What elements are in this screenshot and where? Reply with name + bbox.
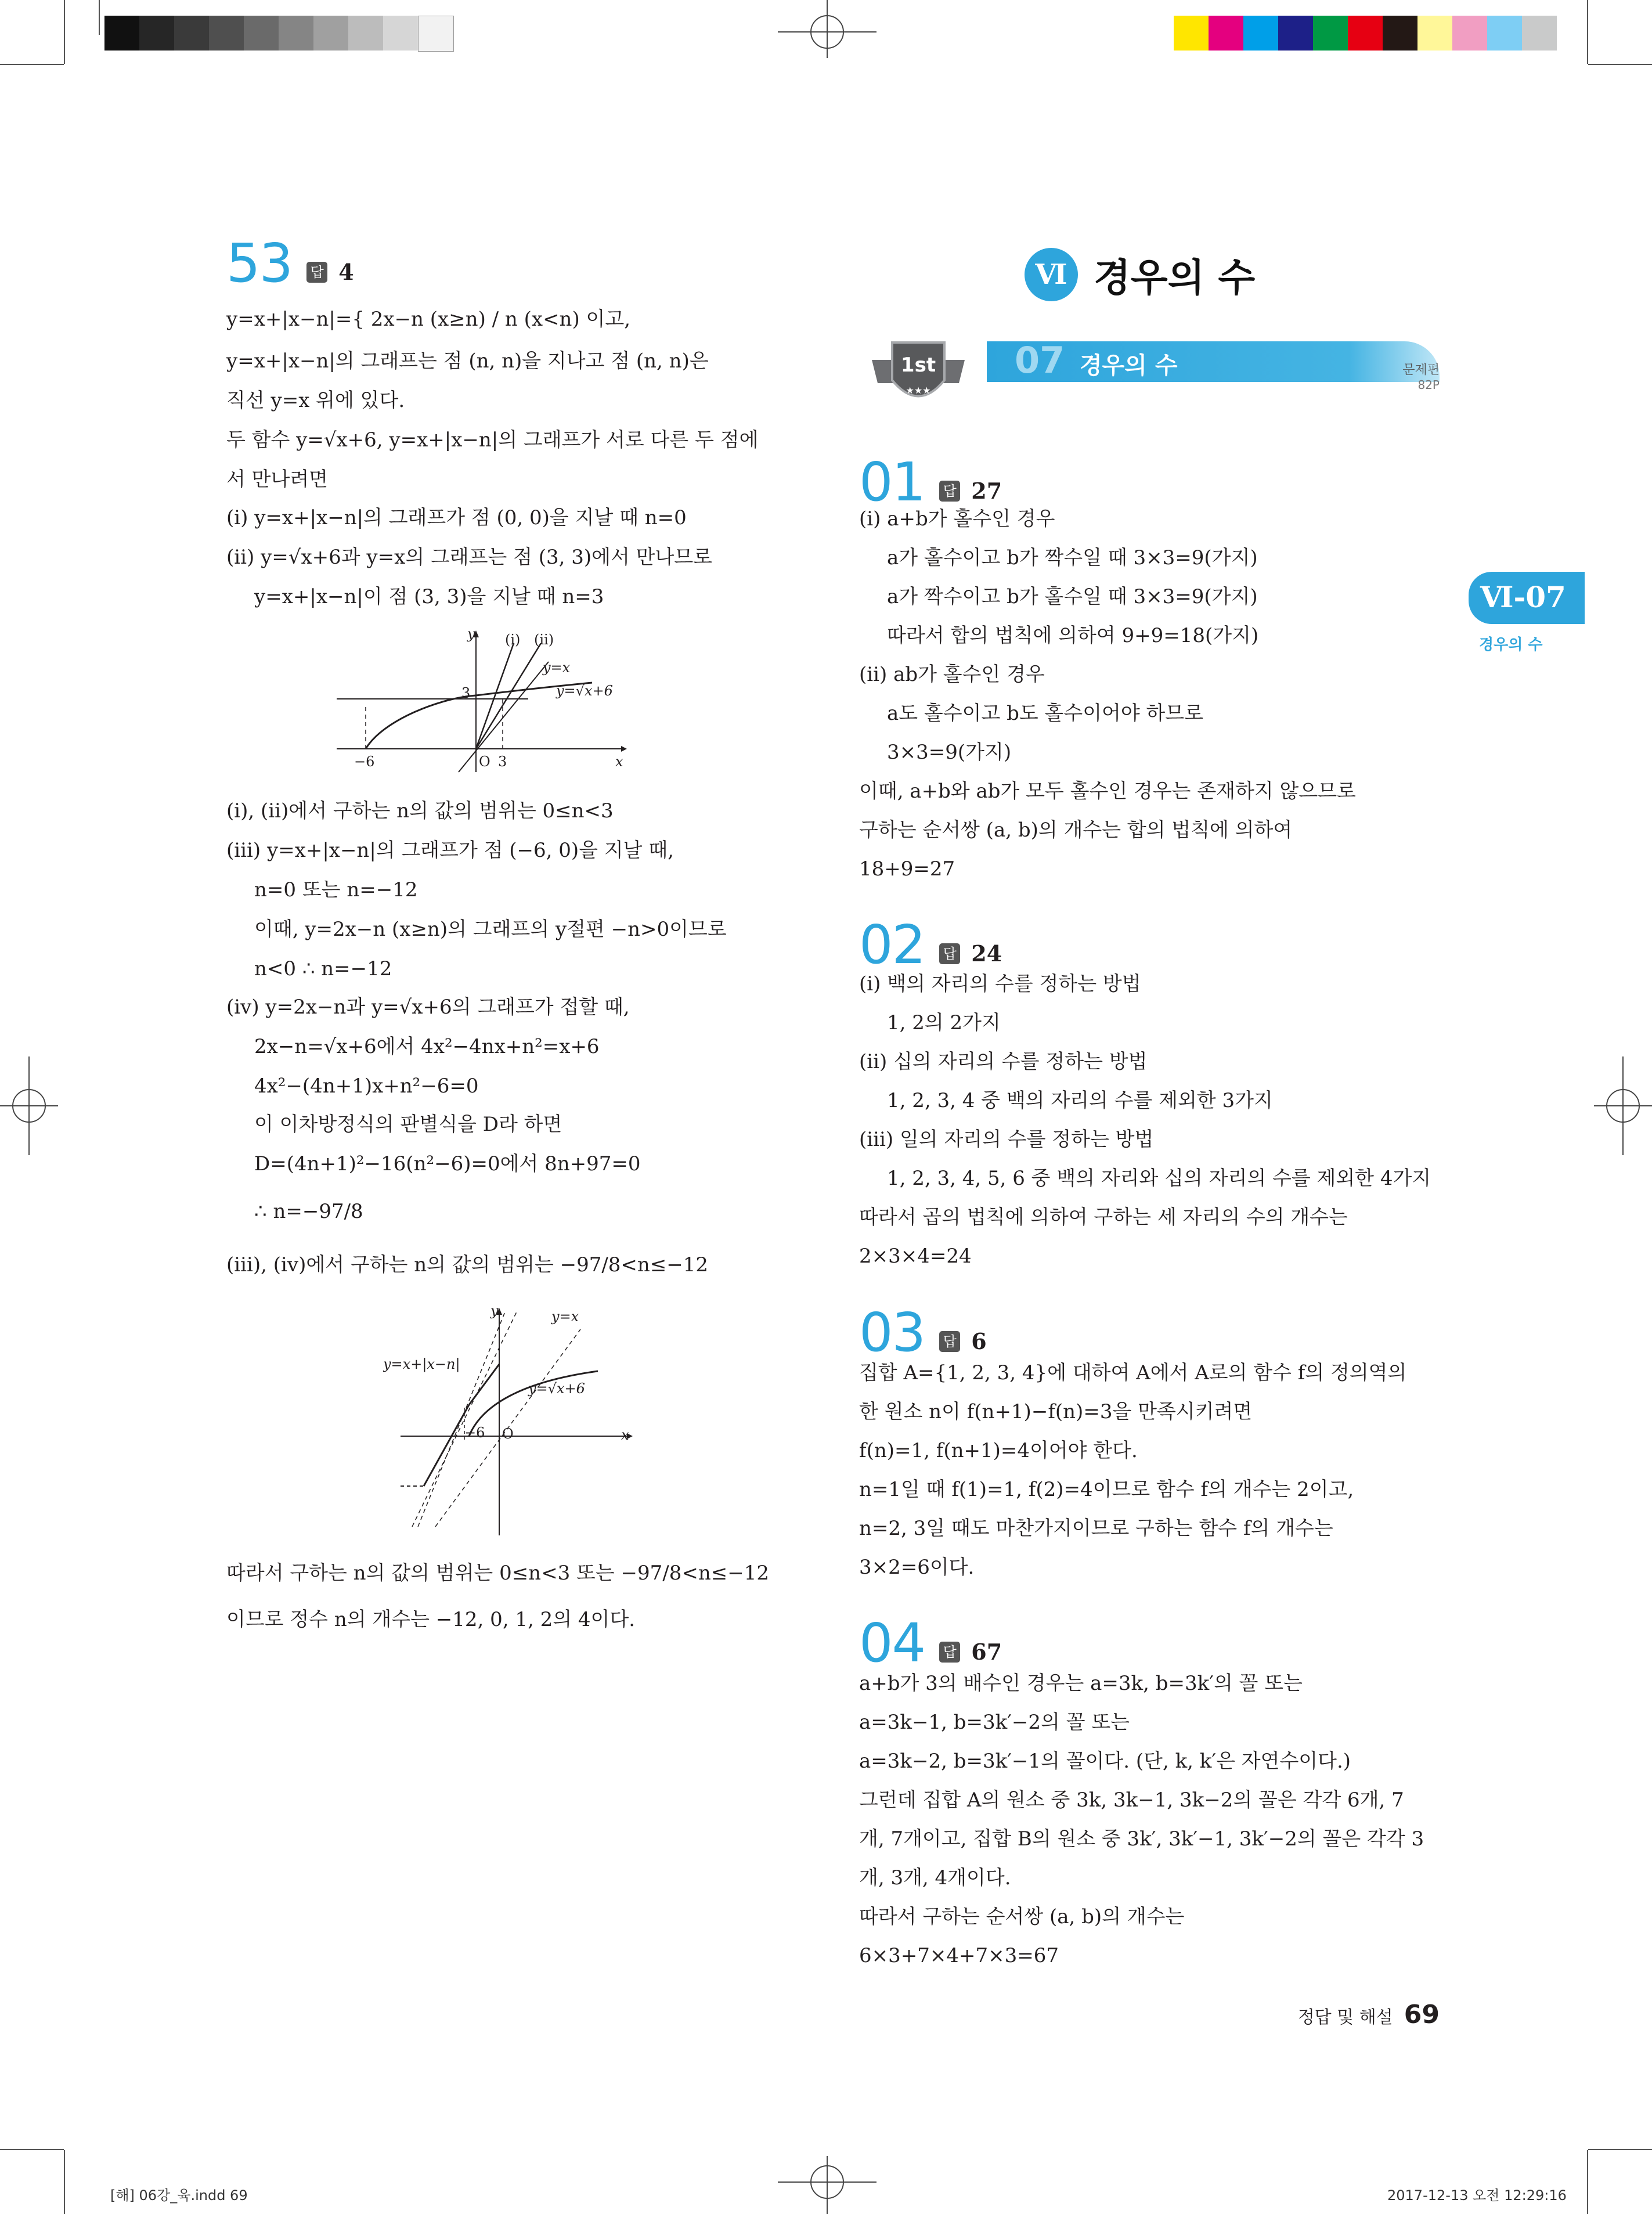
solution-line: a+b가 3의 배수인 경우는 a=3k, b=3k′의 꼴 또는 — [859, 1672, 1303, 1695]
color-swatch — [1417, 16, 1452, 51]
solution-line: 그런데 집합 A의 원소 중 3k, 3k−1, 3k−2의 꼴은 각각 6개, 7 — [859, 1788, 1404, 1812]
answer-label: 답 — [306, 262, 327, 283]
tick-3-x: 3 — [498, 753, 507, 770]
graph-1 — [337, 627, 627, 778]
solution-line: (ⅲ), (ⅳ)에서 구하는 n의 값의 범위는 −97/8<n≤−12 — [226, 1253, 709, 1277]
solution-line: (ⅱ) ab가 홀수인 경우 — [859, 663, 1045, 686]
color-swatch — [1487, 16, 1522, 51]
solution-line: 2×3×4=24 — [859, 1245, 972, 1268]
color-swatch — [1383, 16, 1417, 51]
solution-line: n=2, 3일 때도 마찬가지이므로 구하는 함수 f의 개수는 — [859, 1517, 1333, 1540]
gray-swatch — [279, 16, 313, 51]
solution-line: 직선 y=x 위에 있다. — [226, 389, 405, 412]
solution-line: D=(4n+1)²−16(n²−6)=0에서 8n+97=0 — [254, 1152, 641, 1175]
solution-line: 따라서 곱의 법칙에 의하여 구하는 세 자리의 수의 개수는 — [859, 1206, 1348, 1229]
axis-label-y: y — [490, 1306, 499, 1319]
registration-mark-bottom — [778, 2156, 877, 2214]
solution-line: 이때, a+b와 ab가 모두 홀수인 경우는 존재하지 않으므로 — [859, 780, 1356, 803]
solution-line: 이므로 정수 n의 개수는 −12, 0, 1, 2의 4이다. — [226, 1608, 635, 1631]
solution-line: a가 짝수이고 b가 홀수일 때 3×3=9(가지) — [887, 585, 1258, 608]
label-y-eq-x: y=x — [551, 1308, 579, 1325]
solution-line: n=0 또는 n=−12 — [254, 878, 418, 902]
solution-line: 개, 7개이고, 집합 B의 원소 중 3k′, 3k′−1, 3k′−2의 꼴은 각각 3 — [859, 1827, 1424, 1851]
chapter-title: 경우의 수 — [1094, 255, 1256, 300]
gray-swatch — [418, 16, 454, 52]
question-01-header — [859, 451, 1002, 513]
solution-line: (ⅰ) y=x+|x−n|의 그래프가 점 (0, 0)을 지날 때 n=0 — [226, 506, 687, 529]
answer-label: 답 — [939, 1331, 960, 1352]
label-case-i: (ⅰ) — [505, 632, 521, 648]
axis-label-y: y — [467, 627, 475, 642]
solution-line: (ⅲ) 일의 자리의 수를 정하는 방법 — [859, 1128, 1154, 1151]
question-number: 01 — [859, 451, 925, 513]
solution-line: y=x+|x−n|의 그래프는 점 (n, n)을 지나고 점 (n, n)은 — [226, 349, 709, 373]
solution-line: a가 홀수이고 b가 짝수일 때 3×3=9(가지) — [887, 546, 1258, 569]
label-case-ii: (ⅱ) — [534, 632, 554, 648]
label-sqrt-curve: y=√x+6 — [528, 1380, 585, 1397]
color-swatch — [1243, 16, 1278, 51]
side-chapter-tab — [1469, 572, 1585, 624]
problem-ref-label: 문제편 — [1402, 363, 1440, 377]
problem-ref-page: 82P — [1417, 378, 1440, 392]
side-tab-sub: 경우의 수 — [1479, 636, 1543, 654]
gray-swatch — [244, 16, 279, 51]
question-number: 04 — [859, 1612, 925, 1674]
side-tab-label: Ⅵ-07 — [1480, 580, 1566, 614]
answer-label: 답 — [939, 943, 960, 964]
color-swatch — [1522, 16, 1557, 51]
chapter-numeral-badge — [1025, 248, 1078, 301]
solution-line: 4x²−(4n+1)x+n²−6=0 — [254, 1074, 479, 1098]
section-banner — [929, 336, 1440, 391]
color-swatch — [1174, 16, 1209, 51]
solution-line: 집합 A={1, 2, 3, 4}에 대하여 A에서 A로의 함수 f의 정의역의 — [859, 1361, 1407, 1384]
badge-text: 1st — [900, 354, 936, 377]
solution-line: (ⅱ) 십의 자리의 수를 정하는 방법 — [859, 1050, 1148, 1073]
gray-swatch — [383, 16, 418, 51]
gray-swatch — [104, 16, 139, 51]
solution-line: (ⅱ) y=√x+6과 y=x의 그래프는 점 (3, 3)에서 만나므로 — [226, 546, 713, 569]
solution-line: 따라서 구하는 순서쌍 (a, b)의 개수는 — [859, 1905, 1185, 1928]
graph-2 — [383, 1306, 639, 1544]
tick-origin: O — [502, 1426, 514, 1442]
color-swatch — [1313, 16, 1348, 51]
question-53-header — [226, 232, 354, 294]
problem-ref — [1370, 360, 1440, 392]
print-file-name: [해] 06강_육.indd 69 — [110, 2187, 248, 2204]
color-swatch — [1278, 16, 1313, 51]
solution-line: 구하는 순서쌍 (a, b)의 개수는 합의 법칙에 의하여 — [859, 818, 1293, 842]
solution-line: 1, 2의 2가지 — [887, 1011, 1001, 1034]
section-number: 07 — [1015, 339, 1065, 381]
solution-line: n<0 ∴ n=−12 — [254, 957, 392, 980]
gray-swatch — [348, 16, 383, 51]
solution-line: 2x−n=√x+6에서 4x²−4nx+n²=x+6 — [254, 1035, 600, 1058]
gray-swatch — [313, 16, 348, 51]
answer-label: 답 — [939, 481, 960, 502]
solution-line: 이때, y=2x−n (x≥n)의 그래프의 y절편 −n>0이므로 — [254, 918, 727, 941]
solution-line: 18+9=27 — [859, 857, 955, 881]
registration-mark-left — [0, 1056, 58, 1155]
registration-mark-right — [1594, 1056, 1652, 1155]
solution-line: 1, 2, 3, 4, 5, 6 중 백의 자리와 십의 자리의 수를 제외한 4가지 — [887, 1167, 1431, 1190]
solution-line: f(n)=1, f(n+1)=4이어야 한다. — [859, 1439, 1138, 1462]
section-title: 경우의 수 — [1080, 352, 1178, 379]
solution-line: 두 함수 y=√x+6, y=x+|x−n|의 그래프가 서로 다른 두 점에 — [226, 428, 759, 452]
solution-line: (ⅰ), (ⅱ)에서 구하는 n의 값의 범위는 0≤n<3 — [226, 799, 614, 823]
label-abs-function: y=x+|x−n| — [383, 1356, 460, 1372]
gray-swatch — [174, 16, 209, 51]
tick-3-y: 3 — [461, 685, 471, 701]
chapter-numeral: Ⅵ — [1035, 258, 1067, 291]
axis-label-x: x — [615, 753, 623, 770]
svg-text:★★★: ★★★ — [906, 385, 931, 396]
solution-line: (ⅰ) 백의 자리의 수를 정하는 방법 — [859, 972, 1141, 996]
page-number: 69 — [1404, 2000, 1440, 2029]
registration-mark-top — [778, 0, 877, 58]
solution-line: (ⅲ) y=x+|x−n|의 그래프가 점 (−6, 0)을 지날 때, — [226, 839, 674, 862]
solution-line: a도 홀수이고 b도 홀수이어야 하므로 — [887, 702, 1204, 725]
question-number: 03 — [859, 1301, 925, 1364]
gray-swatch — [209, 16, 244, 51]
color-swatch — [1452, 16, 1487, 51]
gray-swatch — [139, 16, 174, 51]
label-y-eq-x: y=x — [543, 659, 571, 676]
solution-line: 3×3=9(가지) — [887, 741, 1012, 764]
axis-label-x: x — [621, 1427, 629, 1443]
solution-line: 따라서 구하는 n의 값의 범위는 0≤n<3 또는 −97/8<n≤−12 — [226, 1562, 769, 1585]
page-footer — [1231, 2000, 1440, 2029]
question-02-header — [859, 914, 1002, 976]
solution-line: 이 이차방정식의 판별식을 D라 하면 — [254, 1113, 562, 1136]
tick-origin: O — [479, 753, 490, 770]
answer-label: 답 — [939, 1642, 960, 1663]
color-swatch — [1348, 16, 1383, 51]
solution-line: 서 만나려면 — [226, 468, 329, 491]
chapter-heading — [1025, 247, 1255, 305]
tick-minus-6: −6 — [464, 1425, 485, 1441]
solution-line: a=3k−2, b=3k′−1의 꼴이다. (단, k, k′은 자연수이다.) — [859, 1750, 1351, 1773]
solution-line: a=3k−1, b=3k′−2의 꼴 또는 — [859, 1711, 1130, 1734]
page-footer-label: 정답 및 해설 — [1297, 2007, 1393, 2028]
label-sqrt-curve: y=√x+6 — [556, 683, 613, 699]
question-03-header — [859, 1301, 987, 1364]
answer-value: 67 — [971, 1639, 1002, 1665]
solution-line: y=x+|x−n|이 점 (3, 3)을 지날 때 n=3 — [254, 585, 604, 608]
answer-value: 4 — [338, 259, 354, 285]
solution-line: (ⅳ) y=2x−n과 y=√x+6의 그래프가 접할 때, — [226, 996, 630, 1019]
solution-line: 6×3+7×4+7×3=67 — [859, 1944, 1059, 1967]
question-04-header — [859, 1612, 1002, 1674]
solution-line: y=x+|x−n|={ 2x−n (x≥n) / n (x<n) 이고, — [226, 308, 631, 331]
first-badge-icon — [860, 325, 976, 418]
solution-line: 개, 3개, 4개이다. — [859, 1866, 1011, 1890]
answer-value: 6 — [971, 1328, 987, 1354]
color-swatch — [1209, 16, 1243, 51]
solution-line: 따라서 합의 법칙에 의하여 9+9=18(가지) — [887, 624, 1259, 647]
question-number: 02 — [859, 914, 925, 976]
solution-line: (ⅰ) a+b가 홀수인 경우 — [859, 507, 1055, 531]
print-date: 2017-12-13 오전 12:29:16 — [1387, 2187, 1567, 2204]
answer-value: 24 — [971, 940, 1002, 967]
question-number: 53 — [226, 232, 293, 294]
solution-line: ∴ n=−97/8 — [254, 1200, 363, 1223]
solution-line: n=1일 때 f(1)=1, f(2)=4이므로 함수 f의 개수는 2이고, — [859, 1478, 1354, 1501]
solution-line: 3×2=6이다. — [859, 1556, 975, 1579]
solution-line: 한 원소 n이 f(n+1)−f(n)=3을 만족시키려면 — [859, 1400, 1253, 1423]
answer-value: 27 — [971, 478, 1002, 504]
tick-minus-6: −6 — [354, 753, 375, 770]
solution-line: 1, 2, 3, 4 중 백의 자리의 수를 제외한 3가지 — [887, 1089, 1273, 1112]
